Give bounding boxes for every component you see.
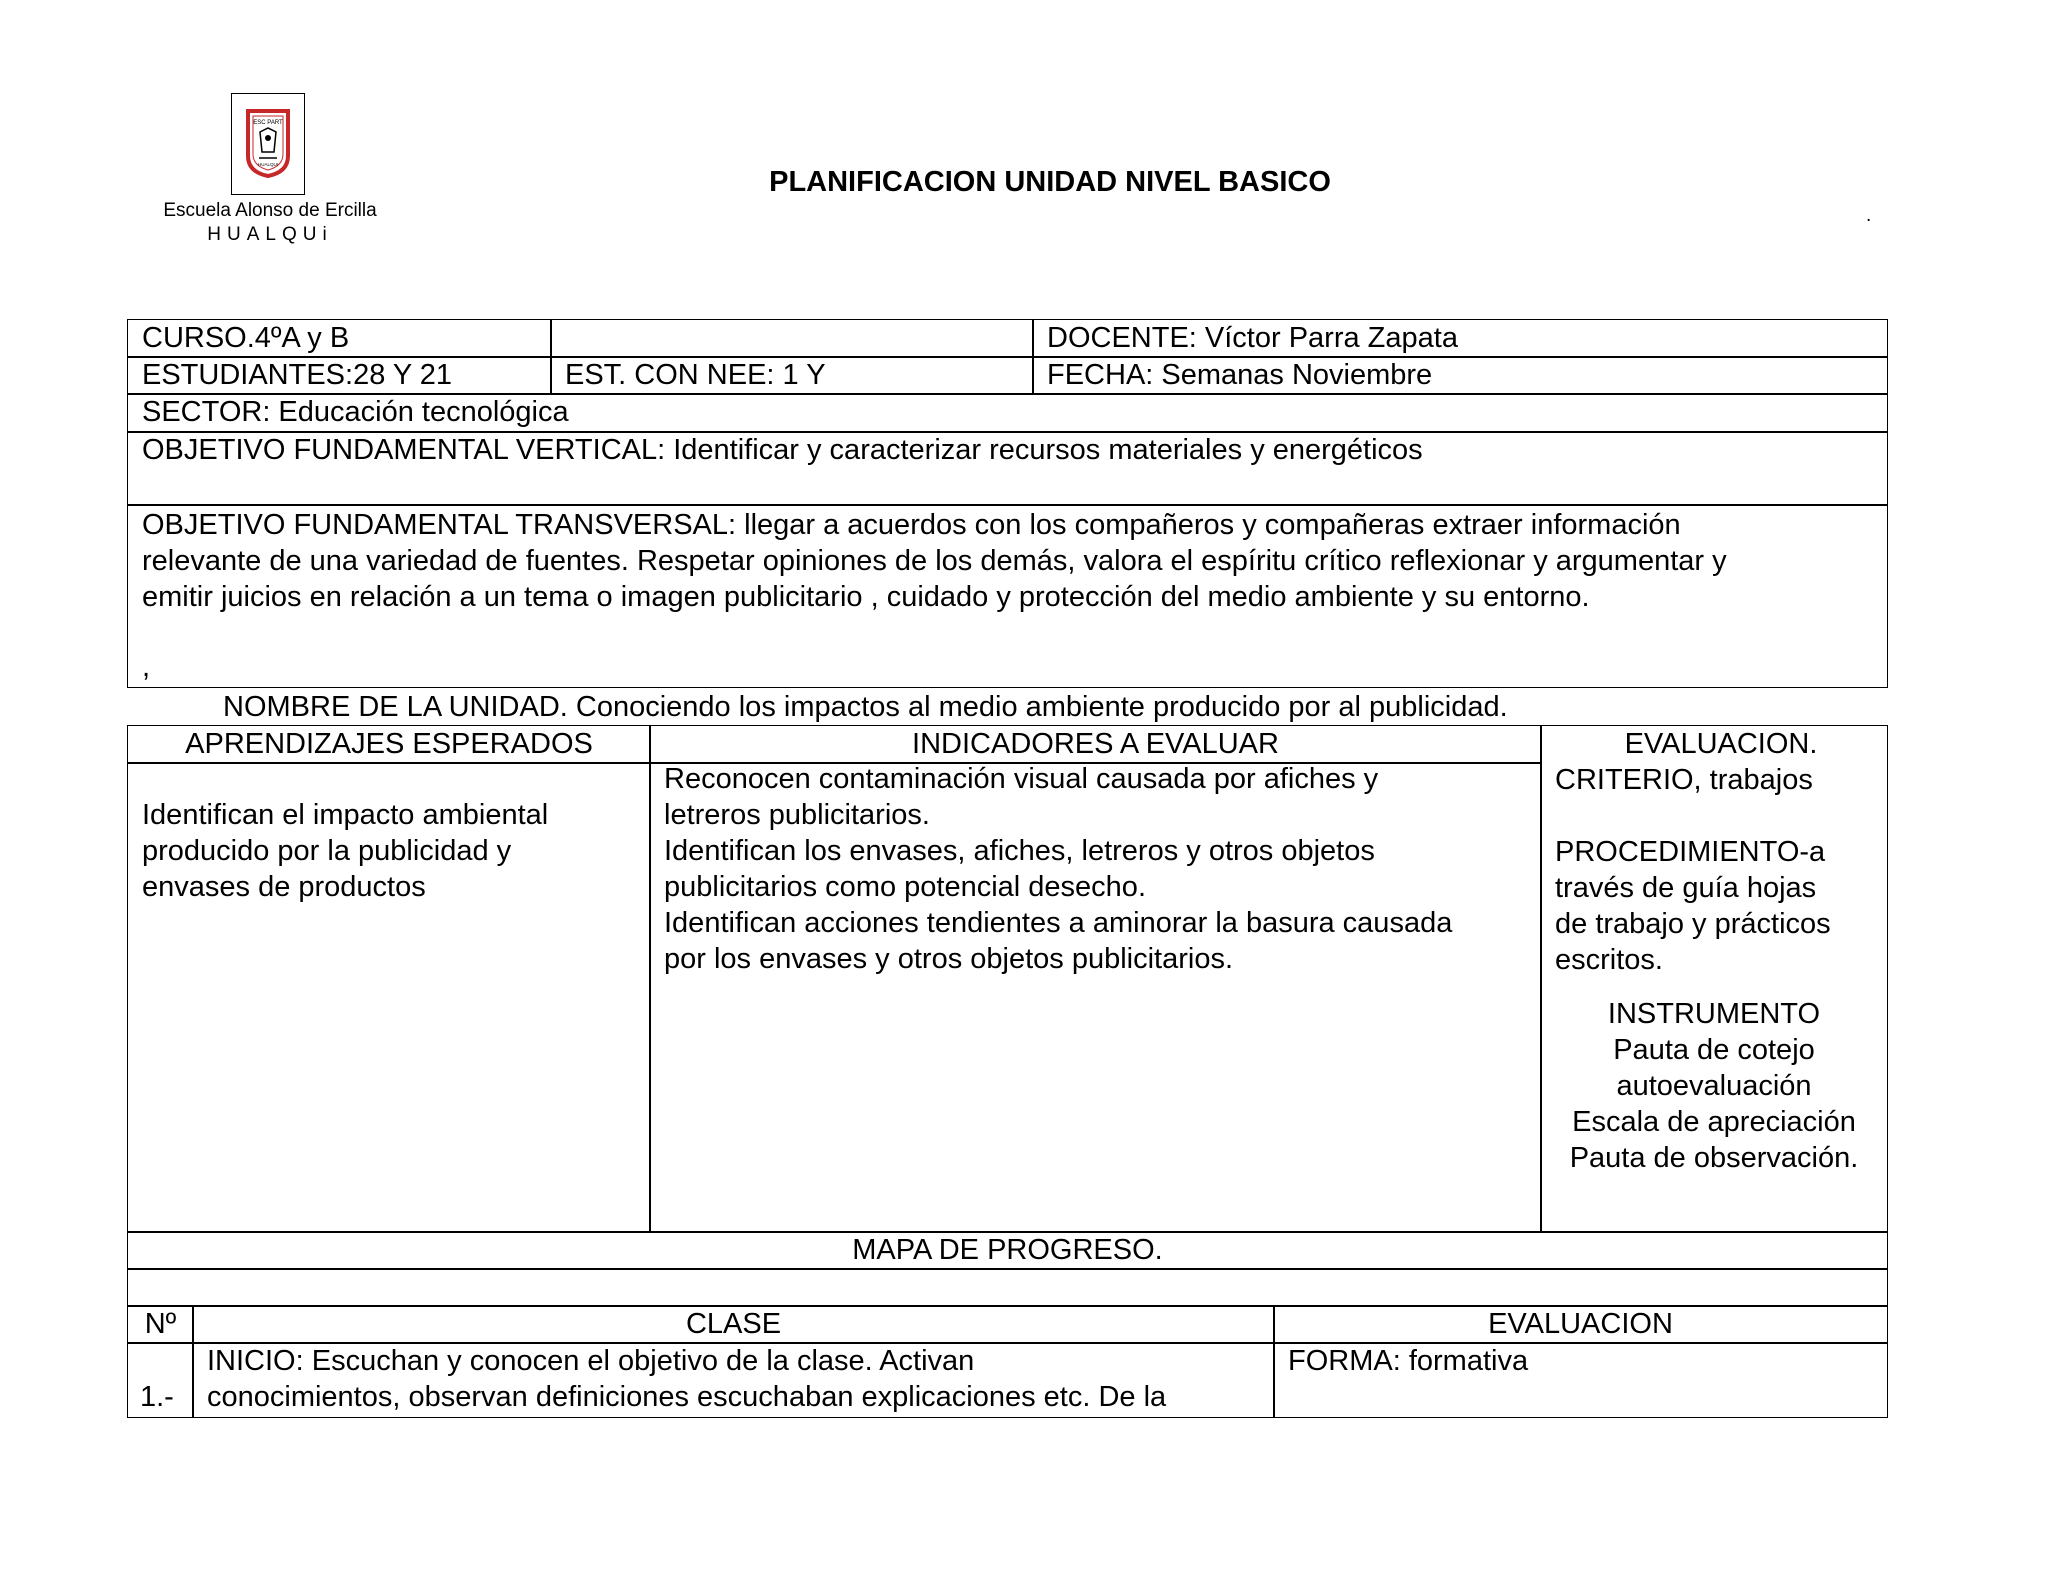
evaluacion-header-text: EVALUACION. bbox=[1624, 728, 1818, 760]
instrumento-text: INSTRUMENTO Pauta de cotejo autoevaluación Escala de apreciación Pauta de observación. bbox=[1569, 998, 1859, 1174]
aprendizajes-text: Identifican el impacto ambiental producido por la publicidad y envases de productos bbox=[142, 799, 549, 903]
school-town: HUALQUi bbox=[207, 224, 333, 245]
mapa-progreso-text: MAPA DE PROGRESO. bbox=[852, 1234, 1163, 1266]
fecha-cell bbox=[1032, 356, 1888, 395]
row-evaluacion-text: FORMA: formativa bbox=[1288, 1345, 1529, 1377]
indicadores-cell bbox=[649, 762, 1542, 1233]
table-row bbox=[127, 1342, 194, 1418]
oft-cell bbox=[127, 504, 1888, 688]
logo-text-top: ESC PART bbox=[253, 120, 283, 126]
indicadores-header-text: INDICADORES A EVALUAR bbox=[912, 728, 1279, 760]
num-header-text: Nº bbox=[144, 1308, 177, 1340]
docente-text: DOCENTE: Víctor Parra Zapata bbox=[1047, 322, 1458, 354]
aprendizajes-header bbox=[127, 725, 651, 764]
clase-header bbox=[192, 1305, 1275, 1344]
empty-cell bbox=[550, 319, 1034, 358]
row-clase-text: INICIO: Escuchan y conocen el objetivo de la clase. Activan conocimientos, observan definiciones escuchaban explicaciones etc. De la bbox=[207, 1345, 1167, 1413]
oft-comma: , bbox=[142, 651, 151, 683]
indicadores-text: Reconocen contaminación visual causada por afiches y letreros publicitarios. Identifican los envases, afiches, letreros y otros objetos publicitarios como potencial desecho. Identifican acciones tendientes a aminorar la basura causada por los envases y otros objetos publicitarios. bbox=[664, 763, 1453, 975]
mapa-progreso-cell bbox=[127, 1231, 1888, 1270]
sector-text: SECTOR: Educación tecnológica bbox=[142, 396, 569, 428]
aprendizajes-cell bbox=[127, 762, 651, 1233]
sector-cell bbox=[127, 393, 1888, 433]
oft-line-1: OBJETIVO FUNDAMENTAL TRANSVERSAL: llegar a acuerdos con los compañeros y compañeras extraer información bbox=[142, 509, 1681, 541]
curso-cell bbox=[127, 319, 552, 358]
school-name: Escuela Alonso de Ercilla bbox=[163, 200, 377, 221]
row-num: 1.- bbox=[140, 1381, 174, 1413]
school-logo bbox=[231, 93, 305, 195]
ofv-cell bbox=[127, 431, 1888, 506]
num-header bbox=[127, 1305, 194, 1344]
curso-text: CURSO.4ºA y B bbox=[142, 322, 350, 354]
logo-text-side: HUALQUI bbox=[257, 162, 279, 167]
fecha-text: FECHA: Semanas Noviembre bbox=[1047, 359, 1433, 391]
estudiantes-text: ESTUDIANTES:28 Y 21 bbox=[142, 359, 453, 391]
estudiantes-cell bbox=[127, 356, 552, 395]
oft-line-2: relevante de una variedad de fuentes. Respetar opiniones de los demás, valora el espíritu crítico reflexionar y argumentar y bbox=[142, 545, 1727, 577]
nee-cell bbox=[550, 356, 1034, 395]
ofv-text: OBJETIVO FUNDAMENTAL VERTICAL: Identificar y caracterizar recursos materiales y energéticos bbox=[142, 434, 1423, 466]
evaluacion-col-header bbox=[1273, 1305, 1888, 1344]
row-clase-cell bbox=[192, 1342, 1275, 1418]
header-dot: . bbox=[1866, 205, 1872, 226]
docente-cell bbox=[1032, 319, 1888, 358]
evaluacion-cell bbox=[1540, 725, 1888, 1233]
clase-header-text: CLASE bbox=[685, 1308, 782, 1340]
aprendizajes-header-text: APRENDIZAJES ESPERADOS bbox=[185, 728, 593, 760]
unit-name: NOMBRE DE LA UNIDAD. Conociendo los impactos al medio ambiente producido por al publicidad. bbox=[223, 691, 1508, 723]
evaluacion-col-header-text: EVALUACION bbox=[1488, 1308, 1673, 1340]
school-crest-icon bbox=[245, 108, 291, 178]
row-evaluacion-cell bbox=[1273, 1342, 1888, 1418]
page-title: PLANIFICACION UNIDAD NIVEL BASICO bbox=[769, 166, 1331, 198]
procedimiento-text: PROCEDIMIENTO-a través de guía hojas de trabajo y prácticos escritos. bbox=[1555, 836, 1831, 976]
criterio-text: CRITERIO, trabajos bbox=[1555, 764, 1813, 796]
mapa-progreso-empty bbox=[127, 1268, 1888, 1307]
nee-text: EST. CON NEE: 1 Y bbox=[565, 359, 826, 391]
oft-line-3: emitir juicios en relación a un tema o imagen publicitario , cuidado y protección del medio ambiente y su entorno. bbox=[142, 581, 1590, 613]
indicadores-header bbox=[649, 725, 1542, 764]
